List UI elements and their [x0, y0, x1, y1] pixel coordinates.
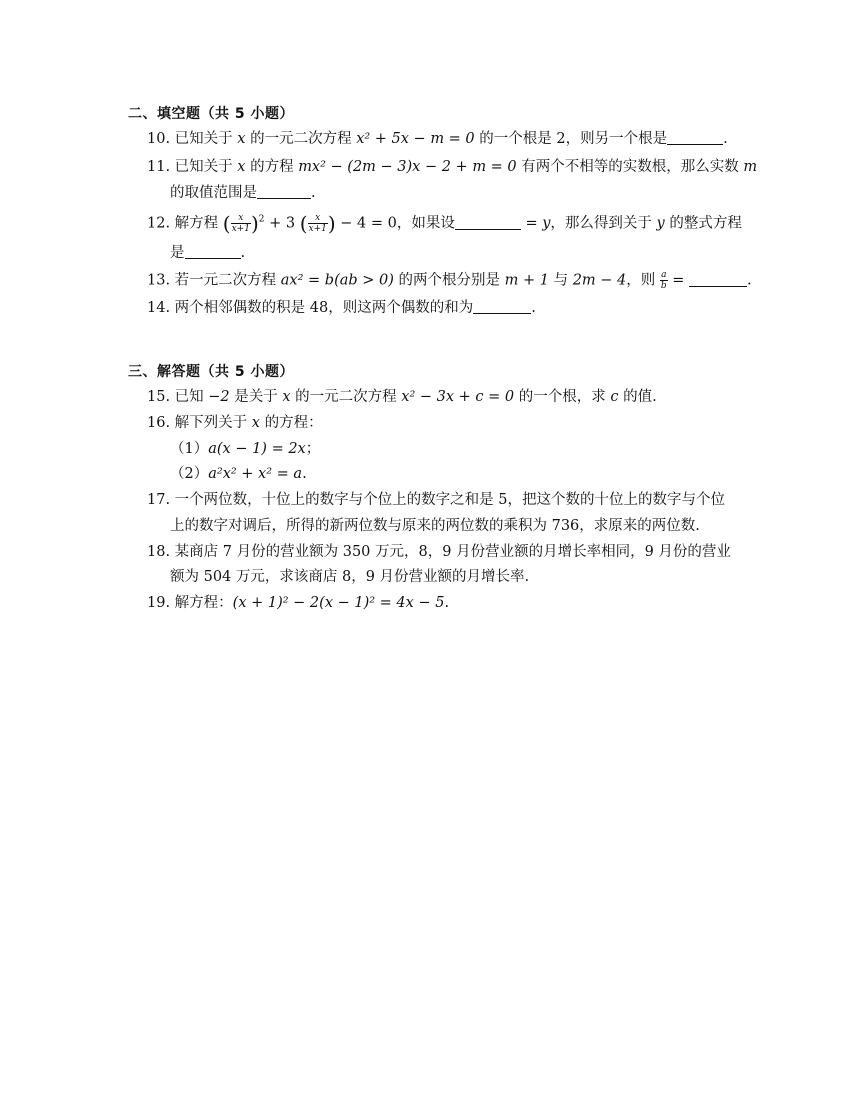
- q11-var: x: [237, 159, 246, 175]
- fraction-a-over-b: [660, 270, 668, 291]
- q11-equation: mx² − (2m − 3)x − 2 + m = 0: [298, 159, 517, 175]
- q13-equation: ax² = b(ab > 0): [280, 272, 394, 289]
- question-11: [147, 157, 757, 177]
- question-16-part-2: [170, 464, 307, 484]
- paren-open: (: [222, 211, 231, 236]
- q14-text: 14. 两个相邻偶数的积是 48，则这两个偶数的和为: [147, 300, 474, 316]
- q15-text-b: 是关于: [229, 389, 283, 405]
- answer-blank: [455, 215, 521, 230]
- q12-mid: + 3: [264, 215, 296, 232]
- fraction-numerator: a: [661, 270, 667, 280]
- question-12: 12. 解方程 ( $\frac{x}{x+1}$ )$^2$ + 3 ( $\frac{x}{x+1}$ ) − 4 = 0，如果设 = y，那么得到关于 y 的整式方程: [147, 211, 742, 236]
- fraction-x-over-x-plus-1: [308, 213, 328, 234]
- q15-equation: x² − 3x + c = 0: [401, 389, 515, 405]
- q13-root-1: m + 1: [504, 272, 549, 289]
- q15-text-a: 15. 已知: [147, 389, 209, 405]
- question-15: [147, 387, 657, 407]
- section-title-fill-blank: 二、填空题（共 5 小题）: [128, 106, 294, 122]
- q13-period: .: [747, 272, 752, 289]
- q12-eq-y: = y: [520, 215, 551, 232]
- q19-equation: (x + 1)² − 2(x − 1)² = 4x − 5: [232, 595, 445, 611]
- fraction-denominator: x+1: [308, 224, 327, 234]
- q15-var: x: [282, 389, 291, 405]
- answer-blank: [257, 184, 311, 199]
- q11-text-c: 有两个不相等的实数根，那么实数: [516, 159, 744, 175]
- q15-value: −2: [208, 389, 230, 405]
- q12-line2: 是: [170, 245, 185, 261]
- q14-period: .: [531, 300, 536, 316]
- q11-line2: 的取值范围是: [170, 185, 257, 201]
- q13-text-c: 与: [548, 272, 573, 289]
- q16-text-a: 16. 解下列关于: [147, 415, 252, 431]
- q11-text-b: 的方程: [245, 159, 299, 175]
- answer-blank: [185, 244, 241, 259]
- q13-equals: =: [667, 272, 690, 289]
- q12-tail: − 4 = 0，如果设: [335, 215, 455, 232]
- question-18-line-2: 额为 504 万元，求该商店 8，9 月份营业额的月增长率.: [170, 569, 530, 585]
- paren-close: ): [250, 211, 259, 236]
- q13-text-b: 的两个根分别是: [393, 272, 505, 289]
- q16-part-2-label: （2）: [170, 466, 209, 482]
- q12-text-d: 的整式方程: [664, 215, 742, 232]
- question-18: 18. 某商店 7 月份的营业额为 350 万元，8，9 月份营业额的月增长率相同，9 月份的营业: [147, 544, 731, 560]
- question-14: [147, 298, 536, 318]
- question-17: 17. 一个两位数，十位上的数字与个位上的数字之和是 5，把这个数的十位上的数字与个位: [147, 492, 725, 508]
- answer-blank: [473, 299, 531, 314]
- q12-period: .: [240, 245, 246, 261]
- q16-text-b: 的方程：: [259, 415, 323, 431]
- q16-part-1-label: （1）: [170, 441, 209, 457]
- q16-part-2-equation: a²x² + x² = a: [208, 466, 303, 482]
- q16-part-1-sep: ；: [305, 441, 321, 457]
- question-19: [147, 593, 449, 613]
- q13-text-a: 13. 若一元二次方程: [147, 272, 281, 289]
- q12-text-c: ，那么得到关于: [550, 215, 657, 232]
- q15-text-d: 的一个根，求: [514, 389, 611, 405]
- section-title-solution: 三、解答题（共 5 小题）: [128, 364, 294, 380]
- q11-period: .: [311, 185, 316, 201]
- q10-var: x: [237, 131, 246, 147]
- q10-text-b: 的一元二次方程: [245, 131, 357, 147]
- paren-open: (: [299, 211, 308, 236]
- q15-var-c: c: [610, 389, 619, 405]
- question-17-line-2: 上的数字对调后，所得的新两位数与原来的两位数的乘积为 736，求原来的两位数.: [170, 518, 700, 534]
- q10-text-c: 的一个根是 2，则另一个根是: [474, 131, 668, 147]
- q16-part-2-sep: .: [302, 466, 307, 482]
- q16-var: x: [251, 415, 260, 431]
- paren-close: ): [327, 211, 336, 236]
- question-16: [147, 413, 323, 433]
- answer-blank: [689, 272, 747, 287]
- q10-equation: x² + 5x − m = 0: [356, 131, 475, 147]
- q12-var-y: y: [656, 215, 665, 232]
- q12-text-a: 12. 解方程: [147, 215, 223, 232]
- q13-root-2: 2m − 4: [572, 272, 627, 289]
- q19-text-a: 19. 解方程：: [147, 595, 233, 611]
- fraction-denominator: x+1: [231, 224, 250, 234]
- answer-blank: [667, 130, 723, 145]
- q19-period: .: [444, 595, 450, 611]
- question-11-line-2: [170, 183, 316, 203]
- q16-part-1-equation: a(x − 1) = 2x: [208, 441, 306, 457]
- question-10: [147, 129, 728, 149]
- q11-text-a: 11. 已知关于: [147, 159, 238, 175]
- fraction-numerator: x: [231, 213, 251, 224]
- fraction-x-over-x-plus-1: [231, 213, 251, 234]
- fraction-denominator: b: [660, 281, 667, 291]
- q10-period: .: [723, 131, 728, 147]
- question-16-part-1: [170, 439, 320, 459]
- q15-text-e: 的值.: [618, 389, 657, 405]
- question-12-line-2: [170, 243, 245, 263]
- q15-text-c: 的一元二次方程: [290, 389, 402, 405]
- fraction-numerator: x: [308, 213, 328, 224]
- q11-var-m: m: [743, 159, 758, 175]
- question-13: [147, 270, 752, 291]
- q13-text-d: ，则: [626, 272, 660, 289]
- q10-text-a: 10. 已知关于: [147, 131, 238, 147]
